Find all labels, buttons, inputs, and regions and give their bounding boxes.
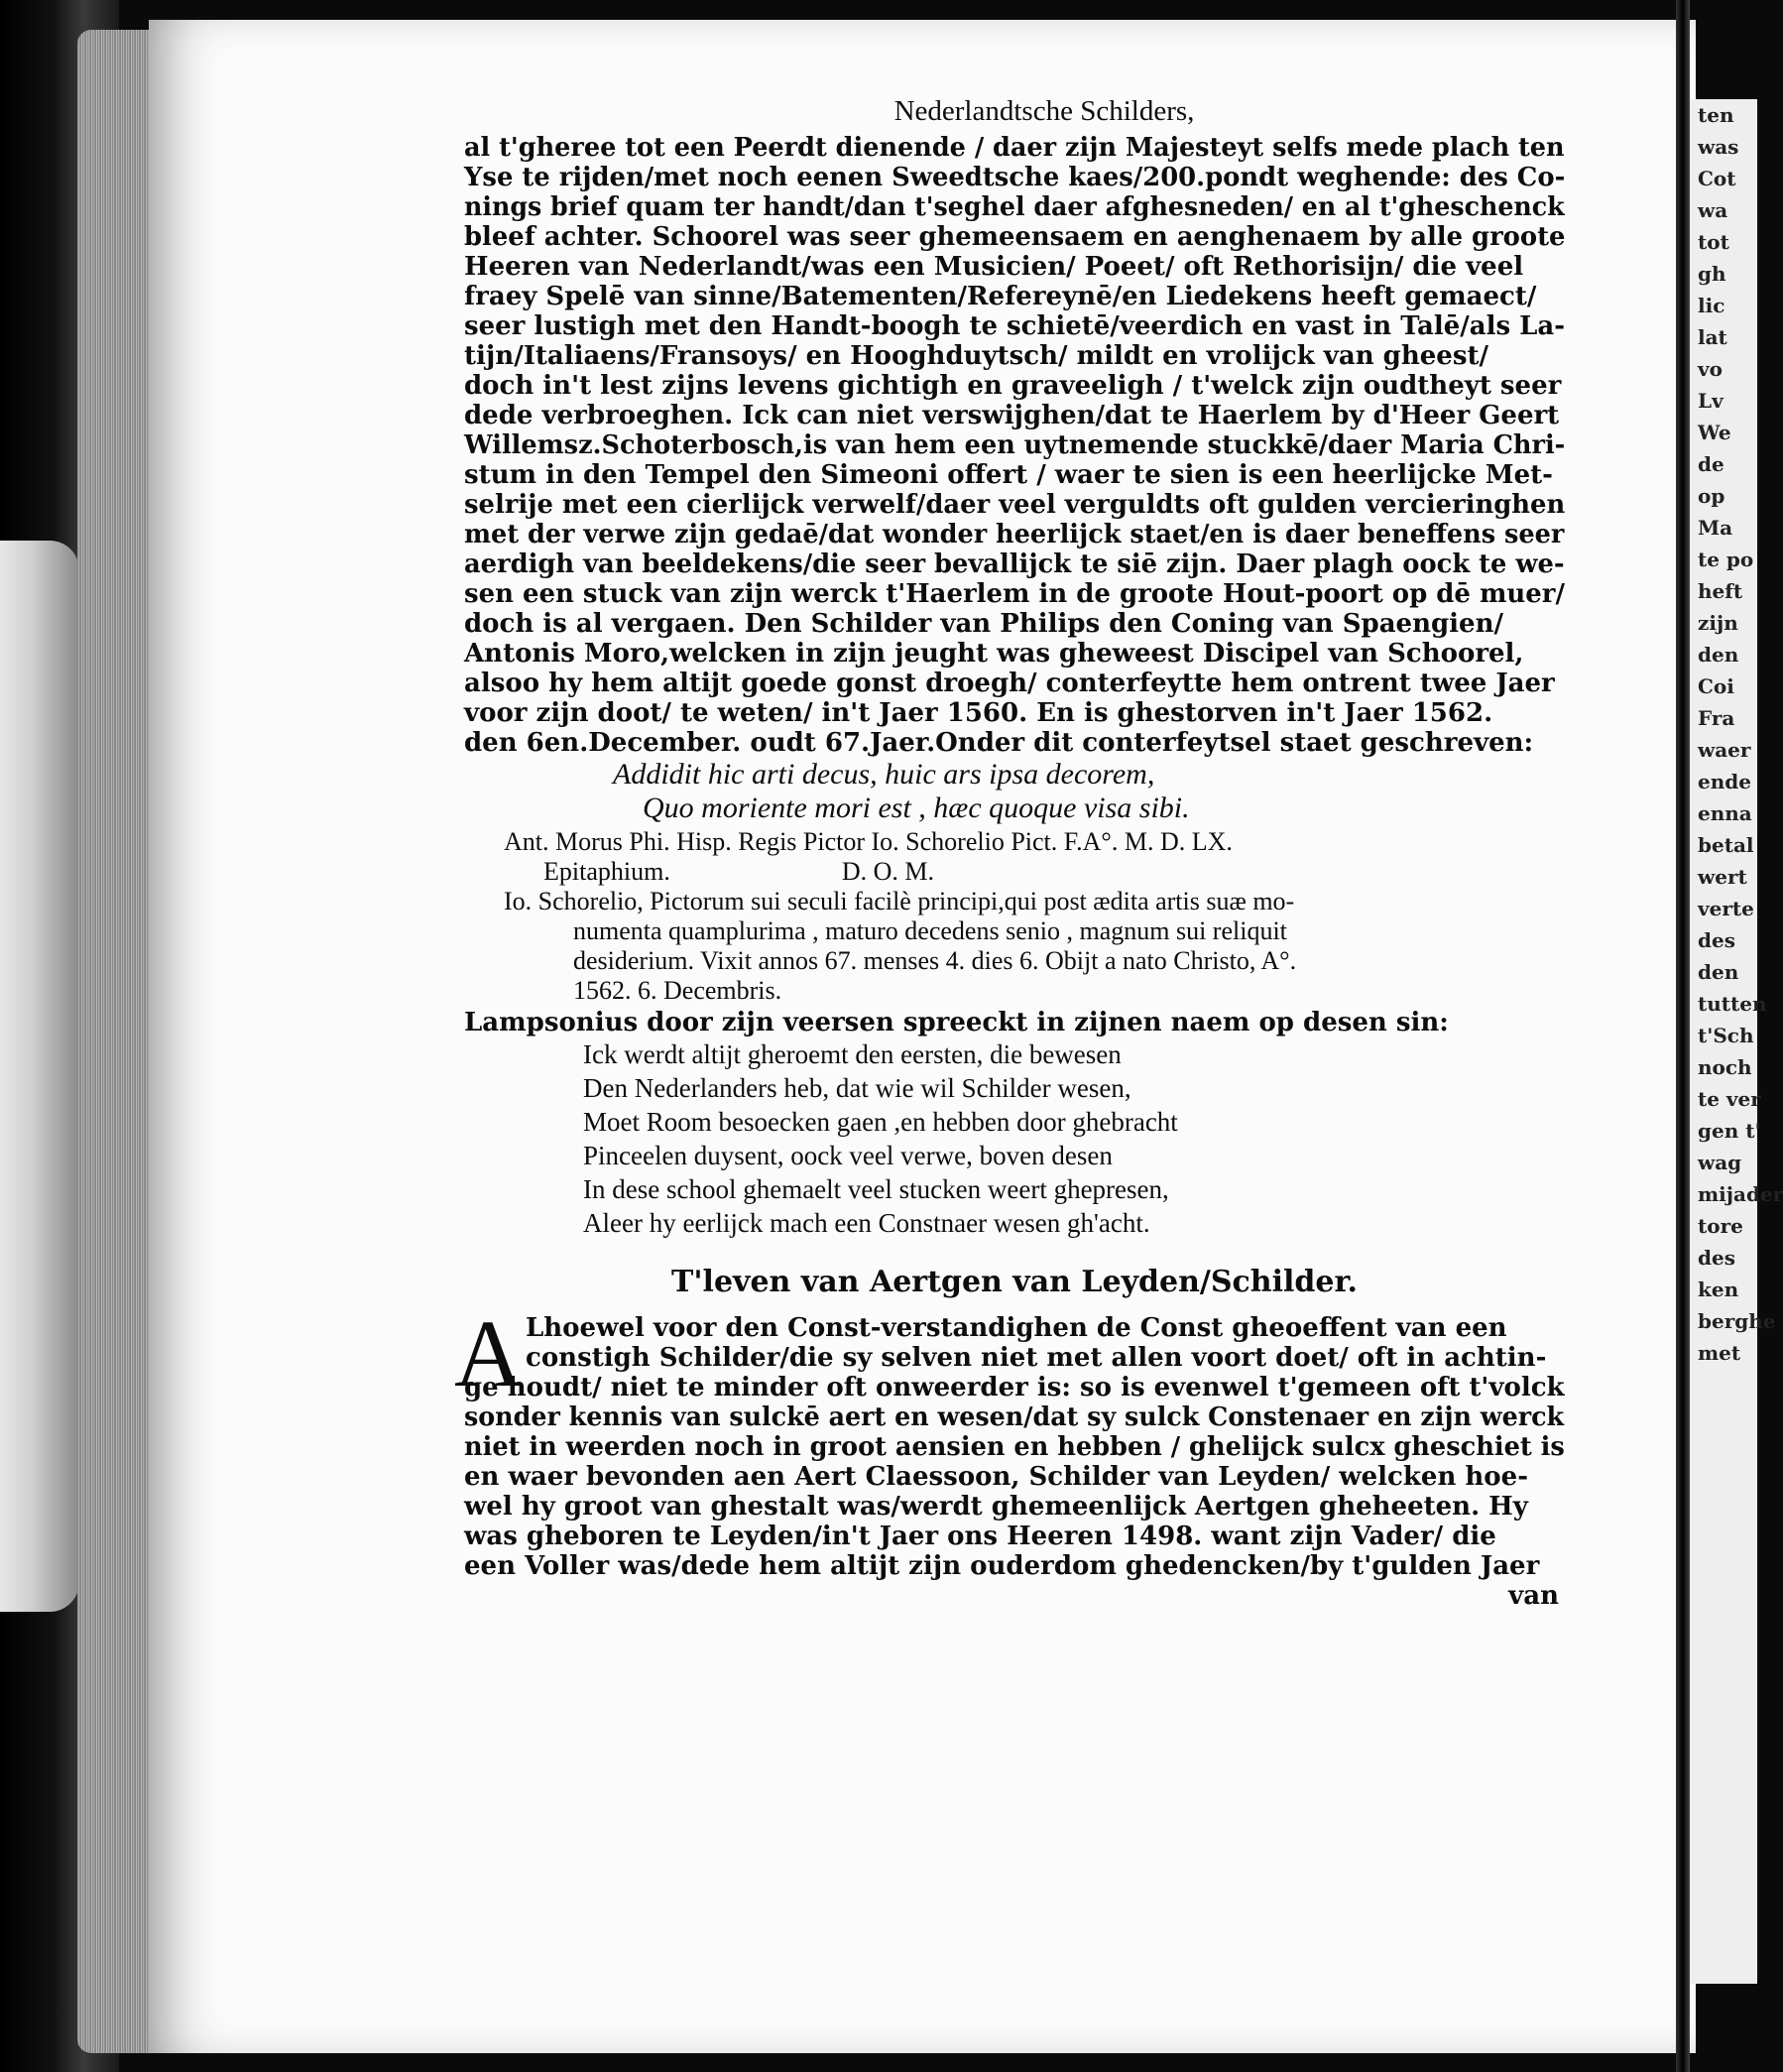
next-page-word: lic: [1698, 294, 1725, 317]
next-page-word: tutten: [1698, 992, 1767, 1016]
next-page-word: betal: [1698, 833, 1754, 857]
next-page-word: waer: [1698, 738, 1751, 762]
epitaph-text: [464, 887, 1565, 1006]
body-line: Willemsz.Schoterbosch,is van hem een uytnemende stuckkē/daer Maria Chri-: [464, 430, 1566, 460]
body-line: doch in't lest zijns levens gichtigh en graveeligh / t'welck zijn oudtheyt seer: [464, 371, 1562, 401]
next-page-word: te ver: [1698, 1087, 1761, 1111]
next-page-word: Lv: [1698, 389, 1724, 413]
next-page-word: was: [1698, 135, 1739, 159]
body-paragraph: [464, 133, 1565, 758]
next-page-word: des: [1698, 928, 1735, 952]
running-head: Nederlandtsche Schilders,: [893, 95, 1195, 127]
section-line: niet in weerden noch in groot aensien en hebben / ghelijck sulcx gheschiet is: [464, 1432, 1565, 1462]
epitaph-line: numenta quamplurima , maturo decedens senio , magnum sui reliquit: [573, 916, 1287, 945]
next-page-word: gen t': [1698, 1119, 1761, 1143]
next-page-word: We: [1698, 421, 1731, 444]
epitaph-line: 1562. 6. Decembris.: [573, 976, 782, 1005]
latin-verse-line-2: Quo moriente mori est , hæc quoque visa sibi.: [643, 792, 1190, 824]
next-page-word: wag: [1698, 1151, 1742, 1174]
next-page-word: heft: [1698, 579, 1743, 603]
poem: [583, 1037, 1565, 1240]
section-paragraph: [454, 1300, 1565, 1581]
next-page-word: den: [1698, 643, 1739, 667]
body-line: dede verbroeghen. Ick can niet verswijghen/dat te Haerlem by d'Heer Geert: [464, 401, 1560, 430]
next-page-word: verte: [1698, 897, 1754, 920]
next-page-word: ende: [1698, 770, 1751, 793]
next-page-word: des: [1698, 1246, 1735, 1270]
poem-line: Aleer hy eerlijck mach een Constnaer wesen gh'acht.: [583, 1208, 1150, 1238]
body-line: selrije met een cierlijck verwelf/daer veel verguldts oft gulden vercieringhen: [464, 490, 1566, 520]
body-line: fraey Spelē van sinne/Batementen/Refereynē/en Liedekens heeft gemaect/: [464, 282, 1537, 311]
next-page-word: Coi: [1698, 674, 1734, 698]
section-heading: T'leven van Aertgen van Leyden/Schilder.: [671, 1265, 1358, 1299]
body-line: al t'gheree tot een Peerdt dienende / daer zijn Majesteyt selfs mede plach ten: [464, 133, 1565, 163]
next-page-word: lat: [1698, 325, 1727, 349]
next-page-word: te po: [1698, 548, 1754, 571]
next-page-word: berghe: [1698, 1309, 1776, 1333]
epitaph-line: Io. Schorelio, Pictorum sui seculi facilè principi,qui post ædita artis suæ mo-: [504, 887, 1295, 915]
epitaph-header: [543, 857, 1565, 887]
book-strap: [0, 541, 79, 1612]
next-page-word: de: [1698, 452, 1724, 476]
poem-line: Ick werdt altijt gheroemt den eersten, die bewesen: [583, 1039, 1122, 1069]
next-page-word: op: [1698, 484, 1725, 508]
section-line: was gheboren te Leyden/in't Jaer ons Heeren 1498. want zijn Vader/ die: [464, 1522, 1496, 1551]
body-line: seer lustigh met den Handt-boogh te schietē/veerdich en vast in Talē/als La-: [464, 311, 1565, 341]
next-page-word: zijn: [1698, 611, 1738, 635]
section-line: Lhoewel voor den Const-verstandighen de Const gheoeffent van een: [526, 1313, 1507, 1343]
epitaph-line: desiderium. Vixit annos 67. menses 4. dies 6. Obijt a nato Christo, A°.: [573, 946, 1297, 975]
section-line: constigh Schilder/die sy selven niet met allen voort doet/ oft in achtin-: [526, 1343, 1547, 1373]
body-line: Heeren van Nederlandt/was een Musicien/ Poeet/ oft Rethorisijn/ die veel: [464, 252, 1524, 282]
body-line: met der verwe zijn gedaē/dat wonder heerlijck staet/en is daer beneffens seer: [464, 520, 1565, 549]
inscription-line: Ant. Morus Phi. Hisp. Regis Pictor Io. Schorelio Pict. F.A°. M. D. LX.: [504, 827, 1233, 856]
next-page-word: tore: [1698, 1214, 1743, 1238]
lampsonius-line: Lampsonius door zijn veersen spreeckt in zijnen naem op desen sin:: [464, 1008, 1449, 1037]
body-line: aerdigh van beeldekens/die seer bevallijck te siē zijn. Daer plagh oock te we-: [464, 549, 1565, 579]
body-line: Antonis Moro,welcken in zijn jeught was gheweest Discipel van Schoorel,: [464, 639, 1524, 669]
drop-cap: A: [454, 1300, 524, 1406]
page-gutter: [1676, 0, 1690, 2072]
text-block: [454, 89, 1566, 1611]
body-line: den 6en.December. oudt 67.Jaer.Onder dit conterfeytsel staet geschreven:: [464, 728, 1534, 758]
latin-verse-line-1: Addidit hic arti decus, huic ars ipsa decorem,: [613, 758, 1155, 791]
section-line: wel hy groot van ghestalt was/werdt ghemeenlijck Aertgen gheheeten. Hy: [464, 1492, 1528, 1522]
body-line: voor zijn doot/ te weten/ in't Jaer 1560. En is ghestorven in't Jaer 1562.: [464, 698, 1493, 728]
body-line: tijn/Italiaens/Fransoys/ en Hooghduytsch/ mildt en vrolijck van gheest/: [464, 341, 1488, 371]
body-line: alsoo hy hem altijt goede gonst droegh/ conterfeytte hem ontrent twee Jaer: [464, 669, 1555, 698]
next-page-word: den: [1698, 960, 1739, 984]
section-line: en waer bevonden aen Aert Claessoon, Schilder van Leyden/ welcken hoe-: [464, 1462, 1528, 1492]
next-page-word: Cot: [1698, 167, 1736, 190]
poem-line: Den Nederlanders heb, dat wie wil Schilder wesen,: [583, 1073, 1131, 1103]
poem-line: Moet Room besoecken gaen ,en hebben door ghebracht: [583, 1107, 1178, 1137]
next-page-word: ten: [1698, 103, 1734, 127]
body-line: stum in den Tempel den Simeoni offert / waer te sien is een heerlijcke Met-: [464, 460, 1553, 490]
next-page-word: Fra: [1698, 706, 1735, 730]
next-page-fragment: [1690, 99, 1783, 1984]
poem-line: In dese school ghemaelt veel stucken weert ghepresen,: [583, 1174, 1169, 1204]
poem-line: Pinceelen duysent, oock veel verwe, boven desen: [583, 1141, 1113, 1170]
next-page-word: enna: [1698, 801, 1752, 825]
next-page-word: ken: [1698, 1278, 1739, 1301]
section-line: ge houdt/ niet te minder oft onweerder is: so is evenwel t'gemeen oft t'volck: [464, 1373, 1565, 1402]
section-line: een Voller was/dede hem altijt zijn ouderdom ghedencken/by t'gulden Jaer: [464, 1551, 1540, 1581]
next-page-word: Ma: [1698, 516, 1733, 540]
next-page-word: vo: [1698, 357, 1723, 381]
body-line: sen een stuck van zijn werck t'Haerlem in de groote Hout-poort op dē muer/: [464, 579, 1565, 609]
next-page-word: gh: [1698, 262, 1726, 286]
section-line: sonder kennis van sulckē aert en wesen/dat sy sulck Constenaer en zijn werck: [464, 1402, 1565, 1432]
next-page-word: t'Sch: [1698, 1024, 1754, 1047]
next-page-word: mijader: [1698, 1182, 1783, 1206]
body-line: bleef achter. Schoorel was seer ghemeensaem en aenghenaem by alle groote: [464, 222, 1566, 252]
next-page-word: wert: [1698, 865, 1747, 889]
body-line: doch is al vergaen. Den Schilder van Philips den Coning van Spaengien/: [464, 609, 1503, 639]
epitaph-label: Epitaphium.: [543, 857, 670, 886]
next-page-word: tot: [1698, 230, 1729, 254]
body-line: nings brief quam ter handt/dan t'seghel daer afghesneden/ en al t'gheschenck: [464, 192, 1565, 222]
next-page-word: met: [1698, 1341, 1741, 1365]
next-page-word: wa: [1698, 198, 1728, 222]
next-page-word: noch: [1698, 1055, 1752, 1079]
body-line: Yse te rijden/met noch eenen Sweedtsche kaes/200.pondt weghende: des Co-: [464, 163, 1566, 192]
catchword: van: [1508, 1581, 1559, 1611]
dom-label: D. O. M.: [841, 857, 934, 886]
